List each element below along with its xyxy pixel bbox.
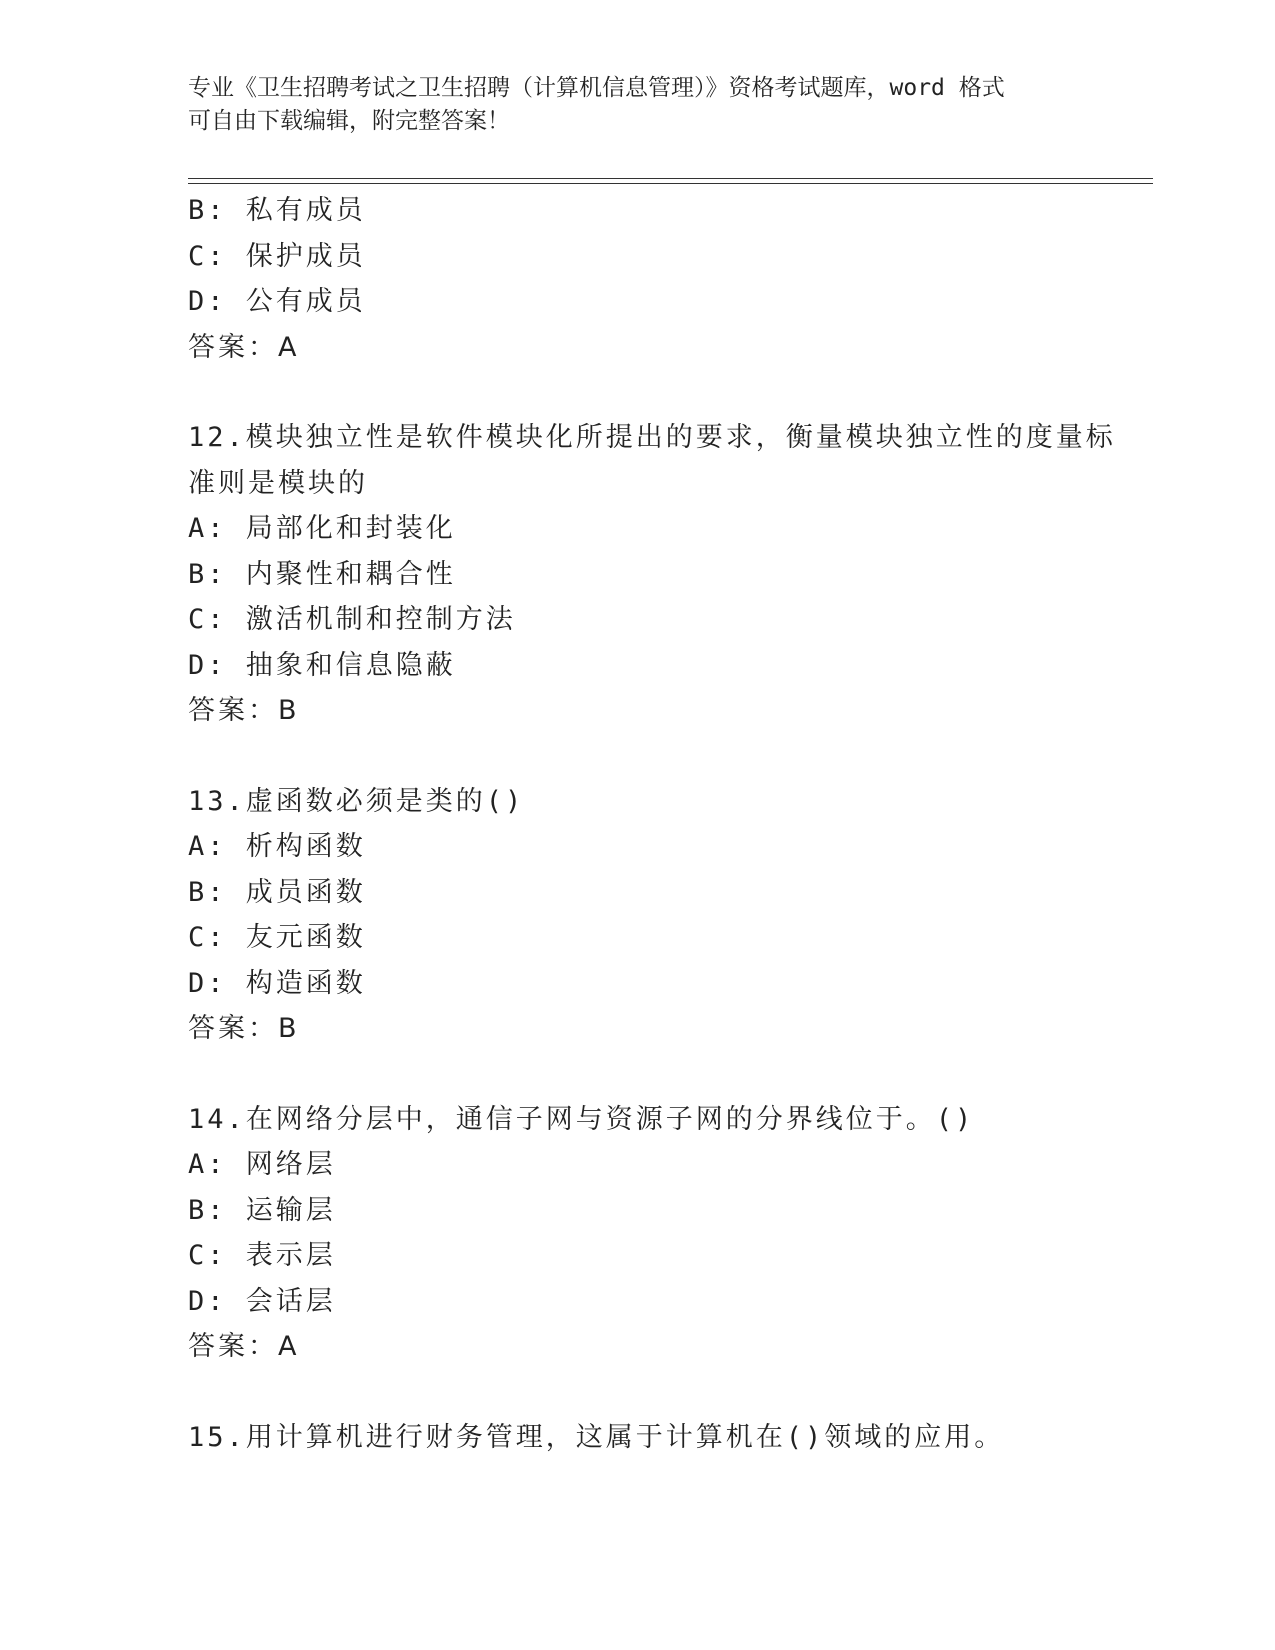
- option-d: D: 构造函数: [188, 967, 366, 999]
- document-header: [188, 72, 1088, 138]
- question-spacer: [188, 370, 1148, 415]
- question-stem: 13.虚函数必须是类的(): [188, 785, 525, 817]
- question-15: [188, 1415, 1148, 1461]
- question-11-tail: [188, 188, 1148, 370]
- answer-label: 答案：B: [188, 695, 300, 726]
- answer-label: 答案：B: [188, 1013, 300, 1044]
- option-b: B: 私有成员: [188, 195, 366, 226]
- answer-label: 答案：A: [188, 1331, 300, 1362]
- header-line-2: 可自由下载编辑，附完整答案！: [188, 108, 510, 134]
- option-c: C: 表示层: [188, 1240, 336, 1271]
- question-spacer: [188, 734, 1148, 779]
- question-stem: 15.用计算机进行财务管理，这属于计算机在()领域的应用。: [188, 1421, 1005, 1453]
- header-rule-top: [188, 178, 1153, 179]
- option-a: A: 析构函数: [188, 831, 366, 862]
- option-b: B: 运输层: [188, 1194, 336, 1226]
- question-stem: 14.在网络分层中，通信子网与资源子网的分界线位于。(): [188, 1103, 975, 1135]
- option-a: A: 网络层: [188, 1149, 336, 1180]
- option-b: B: 内聚性和耦合性: [188, 558, 456, 590]
- option-c: C: 友元函数: [188, 922, 366, 953]
- question-13: [188, 779, 1148, 1052]
- header-line-1: 专业《卫生招聘考试之卫生招聘（计算机信息管理）》资格考试题库，word 格式: [188, 75, 1005, 101]
- question-12: [188, 415, 1148, 734]
- question-spacer: [188, 1052, 1148, 1097]
- question-spacer: [188, 1370, 1148, 1415]
- question-14: [188, 1097, 1148, 1370]
- option-d: D: 抽象和信息隐蔽: [188, 649, 456, 681]
- question-stem-continued: 准则是模块的: [188, 467, 368, 499]
- question-stem: 12.模块独立性是软件模块化所提出的要求，衡量模块独立性的度量标: [188, 422, 1116, 453]
- header-rule-bottom: [188, 183, 1153, 184]
- option-d: D: 公有成员: [188, 286, 366, 317]
- option-d: D: 会话层: [188, 1285, 336, 1317]
- question-list: [188, 188, 1148, 1460]
- option-a: A: 局部化和封装化: [188, 513, 456, 544]
- option-c: C: 保护成员: [188, 240, 366, 272]
- option-c: C: 激活机制和控制方法: [188, 604, 516, 635]
- answer-label: 答案：A: [188, 331, 300, 363]
- option-b: B: 成员函数: [188, 876, 366, 908]
